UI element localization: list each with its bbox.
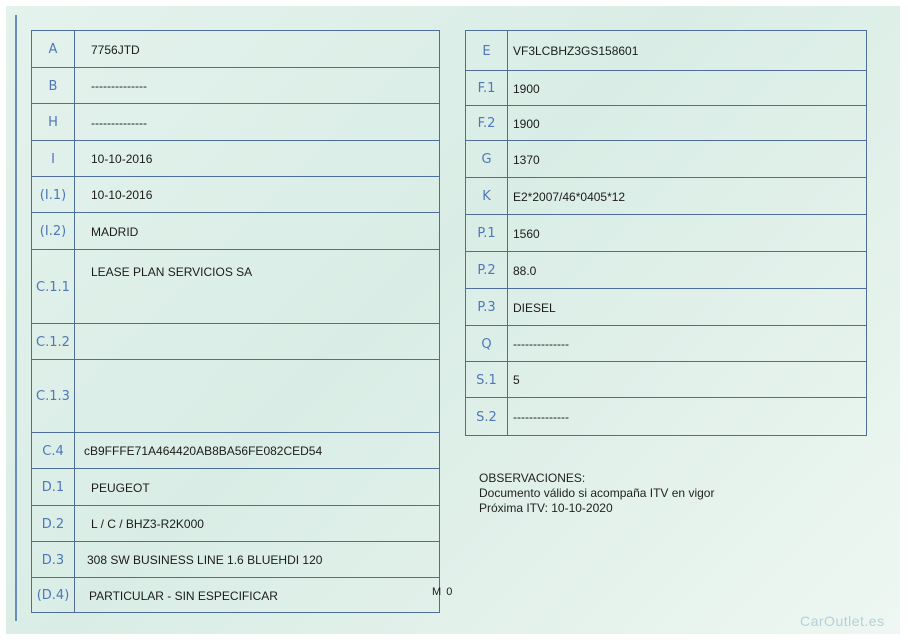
right-field-value: 1370	[513, 152, 540, 167]
left-field-value: cB9FFFE71A464420AB8BA56FE082CED54	[84, 444, 323, 458]
left-row	[32, 541, 439, 578]
left-field-value: 10-10-2016	[91, 152, 153, 166]
left-row	[32, 249, 439, 324]
right-row	[466, 105, 866, 141]
right-field-value: E2*2007/46*0405*12	[513, 189, 626, 204]
left-row	[32, 103, 439, 141]
right-field-value: 1560	[513, 226, 540, 241]
left-field-code: C.1.3	[32, 360, 75, 433]
left-field-code: A	[32, 31, 75, 68]
left-field-value	[91, 324, 435, 360]
right-field-code: F.2	[466, 106, 508, 141]
right-field-table	[465, 30, 867, 436]
right-row	[466, 177, 866, 215]
binding-line	[15, 15, 17, 621]
right-field-code: E	[466, 31, 508, 71]
left-field-value: PARTICULAR - SIN ESPECIFICAR	[89, 588, 278, 603]
left-field-table	[31, 30, 440, 613]
left-field-code: D.3	[32, 542, 75, 578]
observations-title: OBSERVACIONES:	[479, 471, 586, 485]
right-field-code: Q	[466, 326, 508, 362]
left-field-code: (I.2)	[32, 213, 75, 250]
right-field-code: P.2	[466, 252, 508, 289]
left-row	[32, 505, 439, 542]
right-field-value: 1900	[513, 81, 540, 96]
right-field-value: --------------	[513, 337, 569, 351]
right-row	[466, 288, 866, 326]
left-field-code: C.1.2	[32, 324, 75, 360]
right-row	[466, 214, 866, 252]
right-row	[466, 251, 866, 289]
left-field-code: D.2	[32, 506, 75, 542]
left-field-code: I	[32, 141, 75, 177]
left-field-value: MADRID	[91, 224, 139, 239]
right-row	[466, 70, 866, 106]
watermark-text: CarOutlet.es	[800, 613, 885, 629]
left-field-value: --------------	[91, 79, 147, 93]
observations-block	[479, 471, 714, 516]
right-field-code: P.3	[466, 289, 508, 326]
right-field-value: 88.0	[513, 263, 537, 278]
left-field-value: PEUGEOT	[91, 480, 150, 495]
observations-line-2: Próxima ITV: 10-10-2020	[479, 501, 613, 515]
left-field-code: B	[32, 68, 75, 104]
right-field-value: 5	[513, 373, 520, 387]
left-row	[32, 212, 439, 250]
left-field-code: C.4	[32, 433, 75, 469]
left-row	[32, 67, 439, 104]
right-row	[466, 30, 866, 71]
right-field-code: S.2	[466, 398, 508, 436]
left-field-code: H	[32, 104, 75, 141]
right-row	[466, 361, 866, 398]
right-field-value: DIESEL	[513, 300, 556, 315]
right-field-code: S.1	[466, 362, 508, 398]
right-field-code: K	[466, 178, 508, 215]
left-field-value: 308 SW BUSINESS LINE 1.6 BLUEHDI 120	[87, 553, 323, 567]
right-row	[466, 397, 866, 436]
left-row	[32, 323, 439, 360]
right-row	[466, 325, 866, 362]
left-row	[32, 577, 439, 613]
left-row	[32, 359, 439, 433]
left-field-code: (D.4)	[32, 578, 75, 613]
right-field-value: 1900	[513, 116, 540, 131]
left-row	[32, 432, 439, 469]
left-field-code: C.1.1	[32, 250, 75, 324]
left-field-value	[91, 360, 435, 433]
left-field-value: LEASE PLAN SERVICIOS SA	[91, 265, 253, 279]
left-row	[32, 140, 439, 177]
right-field-value: --------------	[513, 410, 569, 424]
right-field-code: P.1	[466, 215, 508, 252]
left-field-value: L / C / BHZ3-R2K000	[91, 517, 204, 531]
left-field-value: 7756JTD	[91, 42, 140, 57]
right-field-value: VF3LCBHZ3GS158601	[513, 44, 639, 58]
left-field-value: --------------	[91, 115, 147, 130]
right-field-code: F.1	[466, 71, 508, 106]
mark-m0: M 0	[432, 586, 454, 598]
observations-line-1: Documento válido si acompaña ITV en vigor	[479, 486, 715, 500]
left-field-code: D.1	[32, 469, 75, 506]
left-field-code: (I.1)	[32, 177, 75, 213]
left-field-value: 10-10-2016	[91, 188, 153, 202]
right-field-code: G	[466, 141, 508, 178]
left-row	[32, 468, 439, 506]
left-row	[32, 176, 439, 213]
right-row	[466, 140, 866, 178]
left-row	[32, 30, 439, 68]
